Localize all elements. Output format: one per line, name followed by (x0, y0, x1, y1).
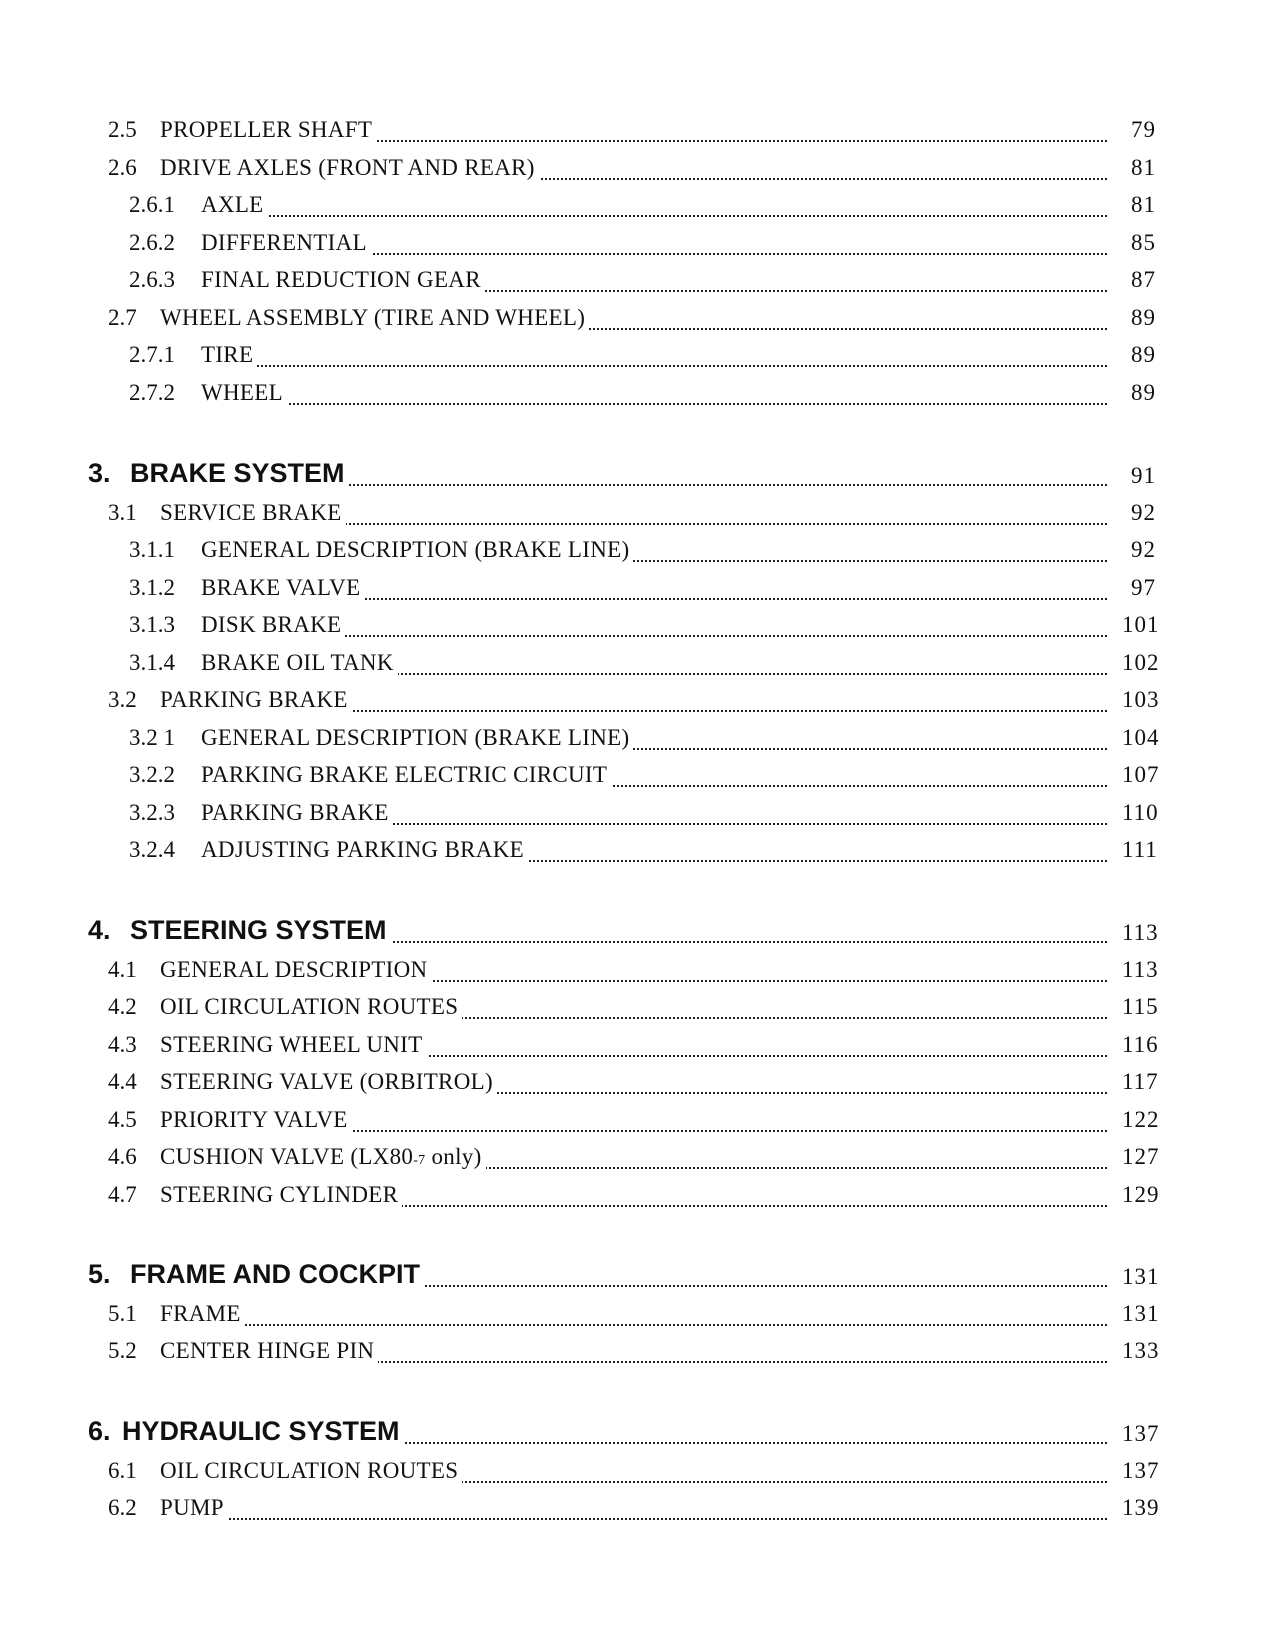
toc-section-number: 3.2.3 (129, 800, 175, 825)
toc-entry-row (0, 537, 1275, 573)
toc-section-number: 3. (88, 458, 111, 488)
toc-section-title[interactable] (160, 994, 462, 1020)
toc-section-title[interactable] (160, 1182, 402, 1208)
toc-entry-row (0, 267, 1275, 303)
toc-section-title[interactable] (130, 915, 391, 946)
toc-section-title[interactable] (201, 800, 393, 826)
toc-section-title[interactable] (201, 230, 371, 256)
toc-section-number: 3.2 1 (129, 725, 175, 750)
title-text: FRAME AND COCKPIT (130, 1259, 420, 1289)
toc-entry-row (0, 957, 1275, 993)
model-suffix: -7 (413, 1153, 426, 1168)
title-text: TIRE (201, 342, 254, 367)
toc-section-number: 4.3 (108, 1032, 137, 1057)
toc-section-number: 4.6 (108, 1144, 137, 1169)
toc-entry-row (0, 994, 1275, 1030)
title-text: WHEEL ASSEMBLY (TIRE AND WHEEL) (160, 305, 586, 330)
toc-section-number: 4. (88, 915, 111, 945)
toc-entry-row (0, 500, 1275, 536)
toc-page-number[interactable]: 91 (1131, 463, 1156, 488)
toc-section-number: 3.1.4 (129, 650, 175, 675)
toc-entry-row (0, 1182, 1275, 1218)
title-text: BRAKE OIL TANK (201, 650, 394, 675)
toc-page-number[interactable]: 137 (1122, 1458, 1160, 1483)
toc-entry-row (0, 380, 1275, 416)
title-text: STEERING SYSTEM (130, 915, 387, 945)
toc-section-title[interactable] (201, 537, 633, 563)
toc-section-number: 6.2 (108, 1495, 137, 1520)
toc-page-number[interactable]: 117 (1122, 1069, 1159, 1094)
toc-section-title[interactable] (130, 1259, 424, 1290)
toc-section-title[interactable] (201, 725, 633, 751)
toc-section-title[interactable] (160, 1458, 462, 1484)
toc-section-number: 6.1 (108, 1458, 137, 1483)
title-text: AXLE (201, 192, 264, 217)
title-text: DIFFERENTIAL (201, 230, 367, 255)
title-text: WHEEL (201, 380, 283, 405)
toc-page-number[interactable]: 113 (1122, 957, 1159, 982)
title-text: BRAKE SYSTEM (130, 458, 345, 488)
toc-section-number: 4.5 (108, 1107, 137, 1132)
toc-section-title[interactable] (201, 342, 257, 368)
title-text: GENERAL DESCRIPTION (160, 957, 428, 982)
toc-section-number: 6. (88, 1416, 111, 1446)
dot-leader (160, 1516, 1107, 1520)
toc-section-number: 2.5 (108, 117, 137, 142)
toc-section-title[interactable] (160, 1338, 378, 1364)
toc-entry-row (0, 1458, 1275, 1494)
toc-page-number[interactable]: 85 (1131, 230, 1156, 255)
toc-entry-row (0, 837, 1275, 873)
toc-page-number[interactable]: 89 (1131, 380, 1156, 405)
toc-section-title[interactable] (201, 837, 528, 863)
toc-page-number[interactable]: 89 (1131, 342, 1156, 367)
title-text: HYDRAULIC SYSTEM (122, 1416, 400, 1446)
toc-chapter-row (0, 915, 1275, 951)
toc-entry-row (0, 1032, 1275, 1068)
toc-section-title[interactable] (122, 1416, 404, 1447)
title-text: OIL CIRCULATION ROUTES (160, 994, 459, 1019)
toc-entry-row (0, 575, 1275, 611)
toc-section-number: 2.7.1 (129, 342, 175, 367)
toc-page-number[interactable]: 92 (1131, 500, 1156, 525)
toc-page-number[interactable]: 89 (1131, 305, 1156, 330)
dot-leader (201, 363, 1107, 367)
toc-section-title[interactable] (160, 500, 346, 526)
toc-section-number: 2.7 (108, 305, 137, 330)
toc-entry-row (0, 342, 1275, 378)
toc-section-title[interactable] (201, 762, 611, 788)
toc-entry-row (0, 612, 1275, 648)
toc-entry-row (0, 687, 1275, 723)
toc-section-title[interactable] (201, 612, 345, 638)
title-text: PARKING BRAKE ELECTRIC CIRCUIT (201, 762, 608, 787)
toc-section-number: 5.1 (108, 1301, 137, 1326)
title-text: BRAKE VALVE (201, 575, 361, 600)
toc-page-number[interactable]: 81 (1131, 155, 1156, 180)
toc-section-title[interactable] (201, 650, 398, 676)
toc-section-number: 3.1.2 (129, 575, 175, 600)
toc-entry-row (0, 305, 1275, 341)
toc-section-number: 3.2 (108, 687, 137, 712)
toc-section-number: 3.1 (108, 500, 137, 525)
title-text: STEERING CYLINDER (160, 1182, 399, 1207)
dot-leader (201, 401, 1107, 405)
title-text: STEERING WHEEL UNIT (160, 1032, 423, 1057)
title-text: OIL CIRCULATION ROUTES (160, 1458, 459, 1483)
toc-page-number[interactable]: 115 (1122, 994, 1159, 1019)
toc-entry-row (0, 155, 1275, 191)
title-text: ADJUSTING PARKING BRAKE (201, 837, 524, 862)
toc-section-title[interactable] (160, 687, 352, 713)
toc-page-number[interactable]: 110 (1122, 800, 1159, 825)
toc-page-number[interactable]: 87 (1131, 267, 1156, 292)
toc-chapter-row (0, 1416, 1275, 1452)
title-text: PRIORITY VALVE (160, 1107, 348, 1132)
dot-leader (201, 213, 1107, 217)
toc-chapter-row (0, 458, 1275, 494)
toc-page-number[interactable]: 103 (1122, 687, 1160, 712)
title-text: PARKING BRAKE (201, 800, 389, 825)
toc-section-number: 2.6 (108, 155, 137, 180)
toc-section-number: 3.2.2 (129, 762, 175, 787)
toc-page-number[interactable]: 102 (1122, 650, 1160, 675)
toc-section-number: 3.1.3 (129, 612, 175, 637)
toc-section-title[interactable] (160, 1032, 427, 1058)
toc-entry-row (0, 650, 1275, 686)
toc-section-title[interactable] (201, 380, 287, 406)
toc-entry-row (0, 725, 1275, 761)
toc-page-number[interactable]: 81 (1131, 192, 1156, 217)
toc-entry-row (0, 1301, 1275, 1337)
toc-section-number: 4.7 (108, 1182, 137, 1207)
title-text: DRIVE AXLES (FRONT AND REAR) (160, 155, 535, 180)
toc-section-title[interactable] (160, 957, 431, 983)
title-tail: only) (425, 1144, 482, 1169)
toc-section-number: 3.2.4 (129, 837, 175, 862)
toc-page-number[interactable]: 122 (1122, 1107, 1160, 1132)
toc-entry-row (0, 1069, 1275, 1105)
toc-section-number: 4.4 (108, 1069, 137, 1094)
toc-section-title[interactable] (160, 155, 539, 181)
toc-section-title[interactable] (160, 1144, 486, 1170)
toc-page-number[interactable]: 129 (1122, 1182, 1160, 1207)
toc-page-number[interactable]: 101 (1122, 612, 1160, 637)
toc-section-title[interactable] (160, 1069, 497, 1095)
toc-section-title[interactable] (160, 1301, 245, 1327)
title-text: CUSHION VALVE (LX80 (160, 1144, 414, 1169)
toc-entry-row (0, 1338, 1275, 1374)
toc-section-number: 4.1 (108, 957, 137, 982)
title-text: GENERAL DESCRIPTION (BRAKE LINE) (201, 537, 630, 562)
toc-section-number: 5. (88, 1259, 111, 1289)
title-text: CENTER HINGE PIN (160, 1338, 375, 1363)
toc-page-number[interactable]: 139 (1122, 1495, 1160, 1520)
toc-entry-row (0, 230, 1275, 266)
toc-section-number: 5.2 (108, 1338, 137, 1363)
toc-page-number[interactable]: 116 (1122, 1032, 1159, 1057)
title-text: PROPELLER SHAFT (160, 117, 373, 142)
toc-page-number[interactable]: 79 (1131, 117, 1156, 142)
toc-entry-row (0, 117, 1275, 153)
toc-section-number: 2.6.1 (129, 192, 175, 217)
toc-section-title[interactable] (160, 1495, 228, 1521)
toc-page-number[interactable]: 131 (1122, 1301, 1160, 1326)
toc-section-number: 4.2 (108, 994, 137, 1019)
toc-page-number[interactable]: 133 (1122, 1338, 1160, 1363)
toc-section-title[interactable] (201, 267, 485, 293)
title-text: PUMP (160, 1495, 224, 1520)
toc-page-number[interactable]: 131 (1122, 1264, 1160, 1289)
toc-section-title[interactable] (160, 117, 376, 143)
title-text: FINAL REDUCTION GEAR (201, 267, 481, 292)
title-text: DISK BRAKE (201, 612, 342, 637)
toc-section-number: 3.1.1 (129, 537, 175, 562)
toc-page-number[interactable]: 104 (1122, 725, 1160, 750)
toc-page-number[interactable]: 92 (1131, 537, 1156, 562)
toc-chapter-row (0, 1259, 1275, 1295)
toc-section-title[interactable] (160, 305, 589, 331)
toc-section-title[interactable] (160, 1107, 352, 1133)
toc-section-number: 2.6.3 (129, 267, 175, 292)
toc-section-title[interactable] (201, 192, 268, 218)
toc-section-title[interactable] (130, 458, 349, 489)
toc-entry-row (0, 1144, 1275, 1180)
toc-page-number[interactable]: 111 (1122, 837, 1158, 862)
toc-page-number[interactable]: 127 (1122, 1144, 1160, 1169)
toc-section-title[interactable] (201, 575, 364, 601)
toc-page-number[interactable]: 107 (1122, 762, 1160, 787)
toc-page-number[interactable]: 97 (1131, 575, 1156, 600)
toc-entry-row (0, 1107, 1275, 1143)
toc-entry-row (0, 762, 1275, 798)
toc-section-number: 2.6.2 (129, 230, 175, 255)
toc-entry-row (0, 192, 1275, 228)
title-text: PARKING BRAKE (160, 687, 348, 712)
toc-page-number[interactable]: 137 (1122, 1421, 1160, 1446)
toc-page-number[interactable]: 113 (1122, 920, 1159, 945)
toc-entry-row (0, 800, 1275, 836)
toc-section-number: 2.7.2 (129, 380, 175, 405)
dot-leader (160, 1322, 1107, 1326)
title-text: GENERAL DESCRIPTION (BRAKE LINE) (201, 725, 630, 750)
title-text: FRAME (160, 1301, 241, 1326)
title-text: SERVICE BRAKE (160, 500, 342, 525)
toc-entry-row (0, 1495, 1275, 1531)
title-text: STEERING VALVE (ORBITROL) (160, 1069, 493, 1094)
